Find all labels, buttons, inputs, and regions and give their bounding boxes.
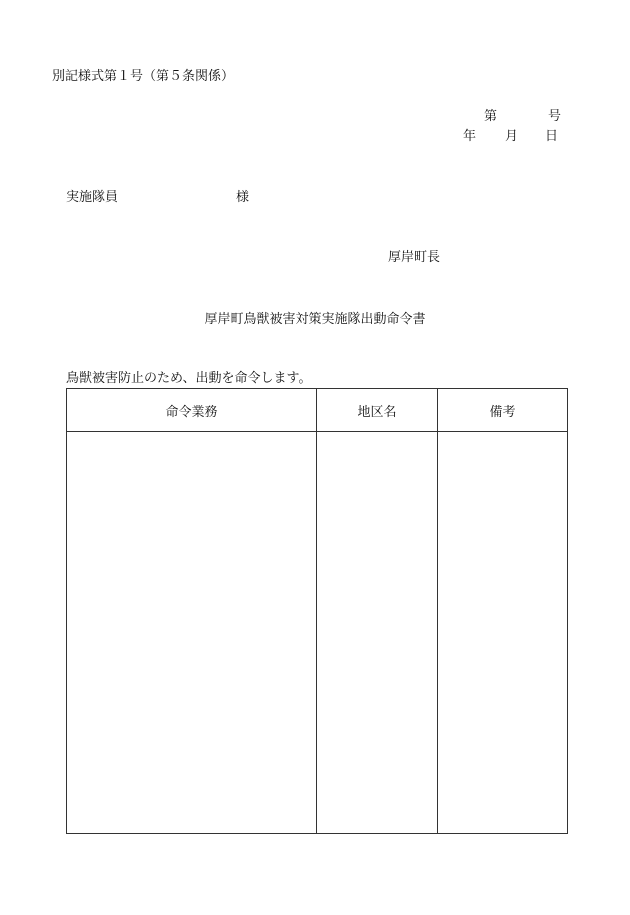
form-reference: 別記様式第１号（第５条関係）: [52, 69, 235, 84]
table-row: [67, 432, 568, 834]
order-statement: 鳥獣被害防止のため、出動を命令します。: [66, 371, 312, 386]
date-month-label: 月: [505, 129, 519, 144]
document-title: 厚岸町鳥獣被害対策実施隊出動命令書: [204, 312, 426, 327]
date-day-label: 日: [545, 129, 559, 144]
header-district-name: 地区名: [317, 389, 438, 432]
date-year-label: 年: [463, 129, 477, 144]
recipient-label: 実施隊員: [66, 190, 119, 205]
header-order-task: 命令業務: [67, 389, 317, 432]
order-table: [66, 388, 568, 834]
document-number-suffix: 号: [548, 109, 562, 124]
header-remarks: 備考: [438, 389, 568, 432]
recipient-honorific: 様: [236, 190, 250, 205]
table-header-row: [67, 389, 568, 432]
order-task-cell: [67, 432, 317, 834]
district-name-cell: [317, 432, 438, 834]
remarks-cell: [438, 432, 568, 834]
issuer-name: 厚岸町長: [388, 250, 441, 265]
document-number-prefix: 第: [484, 109, 498, 124]
